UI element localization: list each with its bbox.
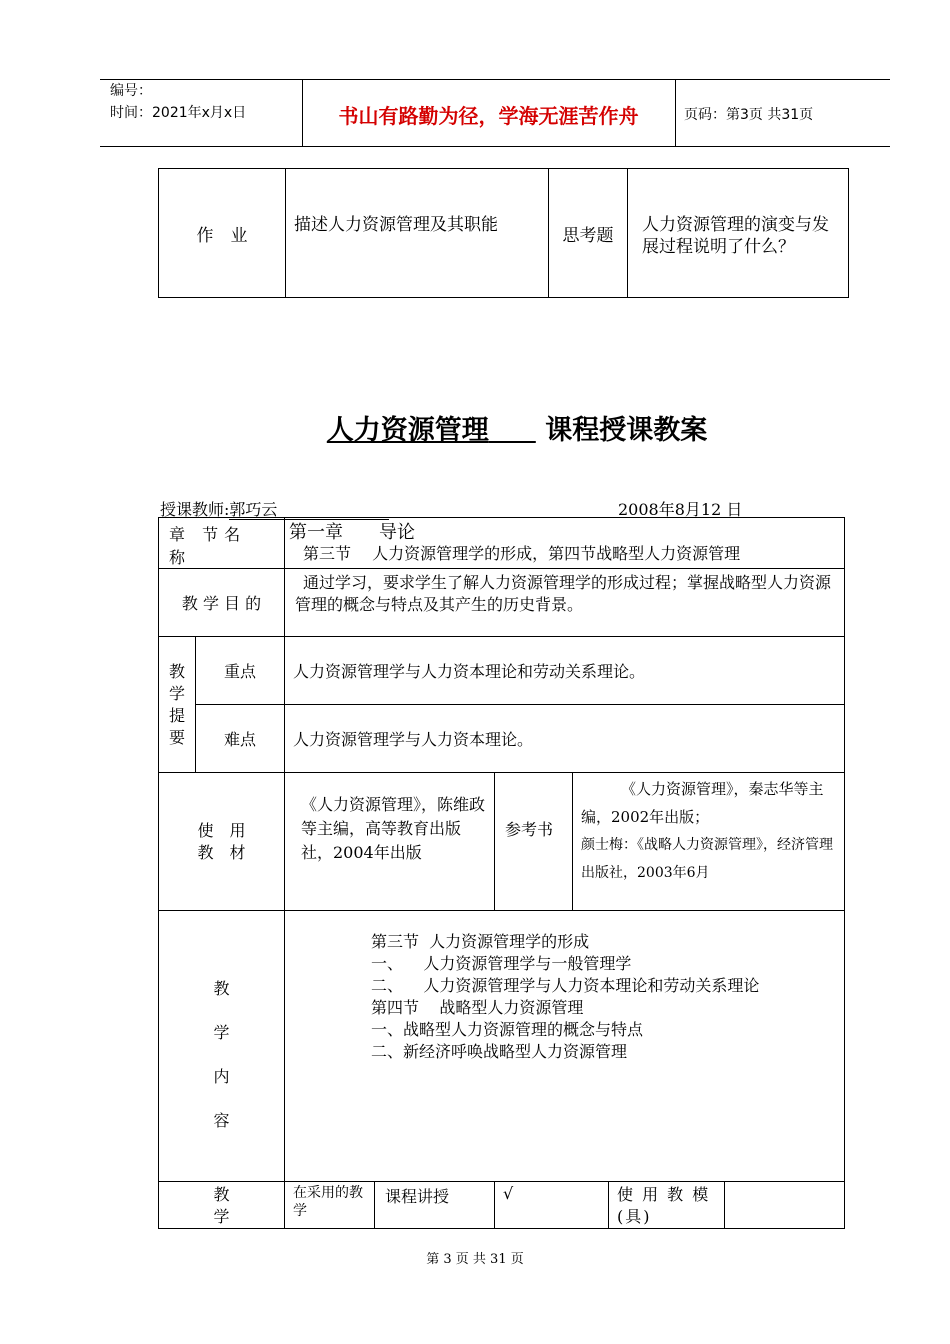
- key-row: [159, 637, 845, 705]
- outline-label-char: 要: [168, 727, 185, 747]
- method-label: [159, 1182, 284, 1228]
- chapter-sections: 第三节 人力资源管理学的形成，第四节战略型人力资源管理: [303, 544, 741, 563]
- page-title: [0, 408, 950, 447]
- key-label-cell: [196, 637, 285, 705]
- header-page-info: 页码：第3页 共31页: [684, 107, 814, 123]
- thinking-label-cell: [549, 169, 628, 298]
- objective-content-cell: [285, 569, 845, 637]
- reference-label-cell: [495, 773, 573, 911]
- method-lecture-cell: [375, 1182, 495, 1229]
- thinking-content-cell: [628, 169, 849, 298]
- key-content-cell: [285, 637, 845, 705]
- method-tools-cell: [609, 1182, 725, 1229]
- homework-table: [158, 168, 849, 298]
- reference-line2: 颜士梅：《战略人力资源管理》，经济管理出版社，2003年6月: [581, 837, 833, 881]
- header-time: 时间：2021年x月x日: [110, 105, 247, 121]
- reference-label: 参考书: [505, 820, 554, 839]
- content-line: 二、新经济呼唤战略型人力资源管理: [371, 1042, 628, 1061]
- content-line: 第四节 战略型人力资源管理: [371, 998, 584, 1017]
- reference-content-cell: [573, 773, 845, 911]
- content-lines: [285, 911, 844, 1063]
- textbook-label-2: 教 材: [197, 842, 246, 862]
- outline-label-char: 教: [168, 661, 185, 681]
- content-line: 一、 人力资源管理学与一般管理学: [371, 954, 632, 973]
- title-course: 人力资源管理: [326, 415, 489, 446]
- chapter-label-cell: [159, 518, 285, 569]
- reference-line1: 《人力资源管理》，秦志华等主编，2002年出版；: [581, 780, 824, 826]
- outline-label: [159, 661, 195, 749]
- content-line: 二、 人力资源管理学与人力资本理论和劳动关系理论: [371, 976, 760, 995]
- content-label-char: 学: [213, 1023, 230, 1042]
- method-blank-cell: [725, 1182, 845, 1229]
- page-footer: 第 3 页 共 31 页: [426, 1252, 524, 1267]
- textbook-content-cell: [285, 773, 495, 911]
- header-divider-right: [675, 80, 676, 146]
- difficult-row: [159, 705, 845, 773]
- content-row: [159, 911, 845, 1182]
- outline-label-char: 提: [168, 705, 185, 725]
- textbook-row: [159, 773, 845, 911]
- content-label-char: 容: [213, 1111, 230, 1130]
- homework-content-cell: [286, 169, 549, 298]
- objective-label-cell: [159, 569, 285, 637]
- method-check-cell: [495, 1182, 609, 1229]
- outline-label-char: 学: [168, 683, 185, 703]
- key-label: 重点: [223, 662, 256, 681]
- thinking-label: 思考题: [562, 225, 614, 246]
- key-text: 人力资源管理学与人力资本理论和劳动关系理论。: [293, 662, 646, 681]
- content-label-char: 内: [213, 1067, 230, 1086]
- outline-label-cell: [159, 637, 196, 773]
- method-adopted: 在采用的教学: [293, 1185, 363, 1219]
- method-lecture: 课程讲授: [385, 1187, 450, 1206]
- difficult-text: 人力资源管理学与人力资本理论。: [293, 730, 534, 749]
- difficult-label: 难点: [223, 730, 256, 749]
- method-tools: 使 用 教 模 (具): [617, 1185, 711, 1226]
- homework-label-cell: [159, 169, 286, 298]
- content-line: 一、战略型人力资源管理的概念与特点: [371, 1020, 644, 1039]
- chapter-label: 章 节名 称: [169, 525, 269, 567]
- difficult-content-cell: [285, 705, 845, 773]
- method-check: √: [503, 1184, 514, 1203]
- chapter-row: [159, 518, 845, 569]
- teacher-name: 郭巧云: [229, 501, 389, 520]
- header-motto: 书山有路勤为径，学海无涯苦作舟: [338, 104, 639, 128]
- textbook-text: 《人力资源管理》，陈维政等主编，高等教育出版社，2004年出版: [301, 795, 486, 862]
- homework-content: 描述人力资源管理及其职能: [294, 215, 498, 235]
- chapter-title: 第一章 导论: [289, 522, 415, 543]
- method-adopted-cell: [285, 1182, 375, 1229]
- content-label-char: 教: [213, 979, 230, 998]
- header-meta: [110, 80, 246, 124]
- method-label-char: 学: [213, 1207, 230, 1226]
- method-row: [159, 1182, 845, 1229]
- objective-label: 教 学 目 的: [181, 594, 262, 613]
- textbook-label-cell: [159, 773, 285, 911]
- teacher-label: 授课教师:: [160, 500, 230, 519]
- header-bottom-rule: [100, 146, 890, 147]
- method-label-char: 教: [213, 1185, 230, 1204]
- difficult-label-cell: [196, 705, 285, 773]
- textbook-label-1: 使 用: [197, 820, 246, 840]
- lesson-plan-table: [158, 517, 845, 1229]
- homework-label: 作 业: [196, 225, 248, 246]
- objective-text: 通过学习，要求学生了解人力资源管理学的形成过程；掌握战略型人力资源管理的概念与特点及其产生的历史背景。: [295, 573, 832, 614]
- content-body-cell: [285, 911, 845, 1182]
- method-label-cell: [159, 1182, 285, 1229]
- objective-row: [159, 569, 845, 637]
- thinking-content: 人力资源管理的演变与发展过程说明了什么？: [642, 215, 829, 257]
- content-label: [159, 911, 284, 1143]
- content-line: 第三节 人力资源管理学的形成: [371, 932, 590, 951]
- title-suffix: 课程授课教案: [545, 415, 708, 446]
- header-number: 编号：: [110, 83, 152, 99]
- lesson-date: 2008年8月12 日: [618, 500, 743, 519]
- chapter-content-cell: [285, 518, 845, 569]
- content-label-cell: [159, 911, 285, 1182]
